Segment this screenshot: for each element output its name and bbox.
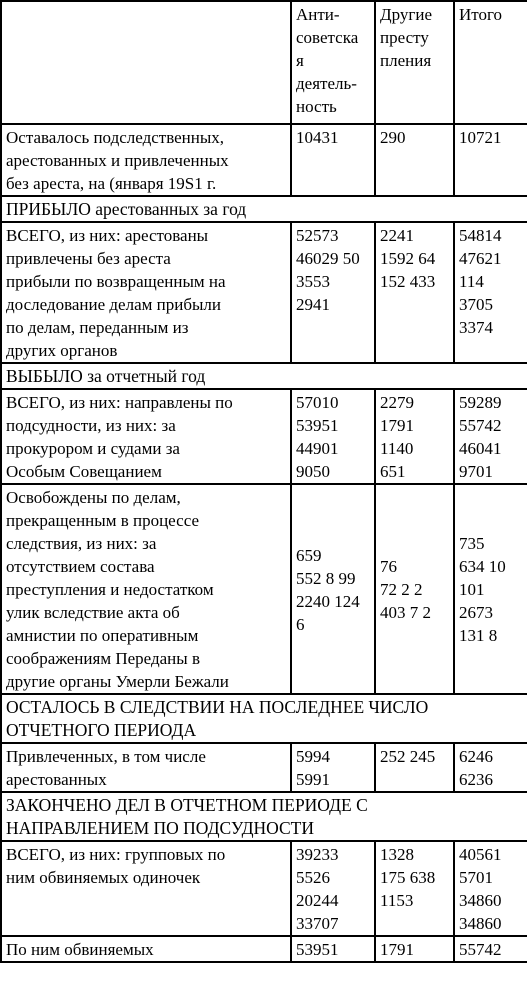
section-row — [1, 363, 527, 389]
section-row — [1, 792, 527, 841]
other-crimes-value-cell: 252 245 — [375, 743, 454, 792]
anti-soviet-value-cell: 57010 53951 44901 9050 — [291, 389, 375, 484]
data-row — [1, 389, 527, 484]
header-other-crimes: Другие престу пления — [375, 1, 454, 124]
other-crimes-value-cell: 76 72 2 2 403 7 2 — [375, 484, 454, 694]
header-total: Итого — [454, 1, 527, 124]
total-value-cell: 40561 5701 34860 34860 — [454, 841, 527, 936]
row-label-cell: ВСЕГО, из них: арестованы привлечены без ареста прибыли по возвращенным на доследование делам прибыли по делам, переданным из других органов — [1, 222, 291, 363]
anti-soviet-value-cell: 39233 5526 20244 33707 — [291, 841, 375, 936]
total-value-cell: 59289 55742 46041 9701 — [454, 389, 527, 484]
table-body — [1, 1, 527, 962]
header-row — [1, 1, 527, 124]
anti-soviet-value-cell: 10431 — [291, 124, 375, 196]
section-heading: ВЫБЫЛО за отчетный год — [1, 363, 527, 389]
other-crimes-value-cell: 1791 — [375, 936, 454, 962]
anti-soviet-value-cell: 52573 46029 50 3553 2941 — [291, 222, 375, 363]
row-label-cell: Привлеченных, в том числе арестованных — [1, 743, 291, 792]
row-label-cell: Освобождены по делам, прекращенным в процессе следствия, из них: за отсутствием состава преступления и недостатком улик вследствие акта об амнистии по оперативным соображениям Переданы в другие органы Умерли Бежали — [1, 484, 291, 694]
total-value-cell: 735 634 10 101 2673 131 8 — [454, 484, 527, 694]
other-crimes-value-cell: 1328 175 638 1153 — [375, 841, 454, 936]
data-row — [1, 936, 527, 962]
section-heading: ОСТАЛОСЬ В СЛЕДСТВИИ НА ПОСЛЕДНЕЕ ЧИСЛО ОТЧЕТНОГО ПЕРИОДА — [1, 694, 527, 743]
other-crimes-value-cell: 2279 1791 1140 651 — [375, 389, 454, 484]
section-row — [1, 196, 527, 222]
data-row — [1, 841, 527, 936]
row-label-cell: Оставалось подследственных, арестованных и привлеченных без ареста, на (января 19S1 г. — [1, 124, 291, 196]
data-row — [1, 743, 527, 792]
anti-soviet-value-cell: 5994 5991 — [291, 743, 375, 792]
anti-soviet-value-cell: 659 552 8 99 2240 124 6 — [291, 484, 375, 694]
other-crimes-value-cell: 2241 1592 64 152 433 — [375, 222, 454, 363]
other-crimes-value-cell: 290 — [375, 124, 454, 196]
row-label-cell: ВСЕГО, из них: направлены по подсудности, из них: за прокурором и судами за Особым Совещанием — [1, 389, 291, 484]
data-row — [1, 484, 527, 694]
row-label-cell: По ним обвиняемых — [1, 936, 291, 962]
anti-soviet-value-cell: 53951 — [291, 936, 375, 962]
section-row — [1, 694, 527, 743]
data-row — [1, 124, 527, 196]
total-value-cell: 10721 — [454, 124, 527, 196]
section-heading: ЗАКОНЧЕНО ДЕЛ В ОТЧЕТНОМ ПЕРИОДЕ С НАПРАВЛЕНИЕМ ПО ПОДСУДНОСТИ — [1, 792, 527, 841]
header-corner-cell — [1, 1, 291, 124]
total-value-cell: 54814 47621 114 3705 3374 — [454, 222, 527, 363]
total-value-cell: 6246 6236 — [454, 743, 527, 792]
header-anti-soviet: Анти- советска я деятель- ность — [291, 1, 375, 124]
row-label-cell: ВСЕГО, из них: групповых по ним обвиняемых одиночек — [1, 841, 291, 936]
section-heading: ПРИБЫЛО арестованных за год — [1, 196, 527, 222]
data-row — [1, 222, 527, 363]
total-value-cell: 55742 — [454, 936, 527, 962]
